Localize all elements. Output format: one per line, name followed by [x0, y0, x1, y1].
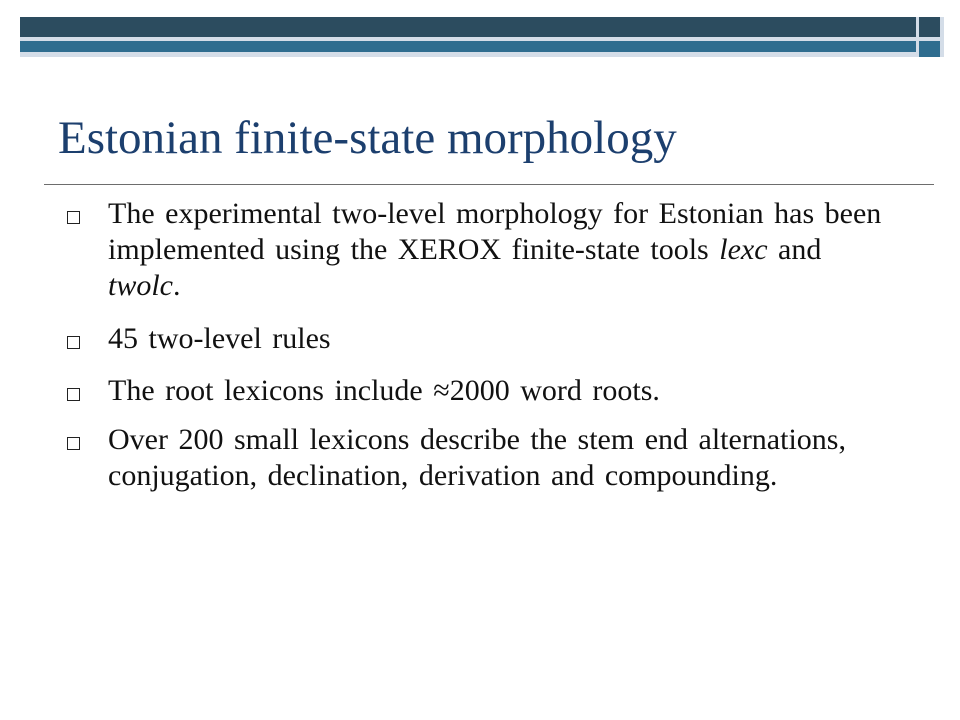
- header-square-light: [919, 41, 940, 57]
- bullet-text: Over 200 small lexicons describe the stem end alternations, conjugation, declination, derivation and compounding.: [108, 423, 846, 492]
- bullet-list: [64, 196, 904, 494]
- bullet-item: [64, 422, 904, 494]
- bullet-text: The root lexicons include: [108, 374, 434, 407]
- bullet-text: 45 two-level rules: [108, 322, 331, 355]
- header-square-dark: [919, 17, 940, 37]
- slide-title: Estonian finite-state morphology: [58, 112, 677, 164]
- bullet-text: The experimental two-level morphology for Estonian has been implemented using the XEROX finite-state tools: [108, 197, 882, 266]
- bullet-text: 2000 word roots.: [449, 374, 660, 407]
- bullet-item: [64, 321, 904, 357]
- header-bar-dark: [20, 17, 916, 37]
- hollow-square-icon: [67, 388, 80, 401]
- approx-symbol: ≈: [433, 374, 450, 407]
- bullet-italic-term: lexc: [719, 233, 768, 266]
- hollow-square-icon: [67, 211, 80, 224]
- header-bar-light: [20, 41, 916, 52]
- bullet-text: .: [173, 269, 181, 302]
- hollow-square-icon: [67, 336, 80, 349]
- bullet-item: [64, 196, 904, 304]
- hollow-square-icon: [67, 437, 80, 450]
- header-decoration: [20, 17, 944, 57]
- bullet-text: and: [767, 233, 822, 266]
- bullet-italic-term: twolc: [108, 269, 173, 302]
- bullet-item: [64, 373, 904, 409]
- title-divider: [44, 184, 934, 185]
